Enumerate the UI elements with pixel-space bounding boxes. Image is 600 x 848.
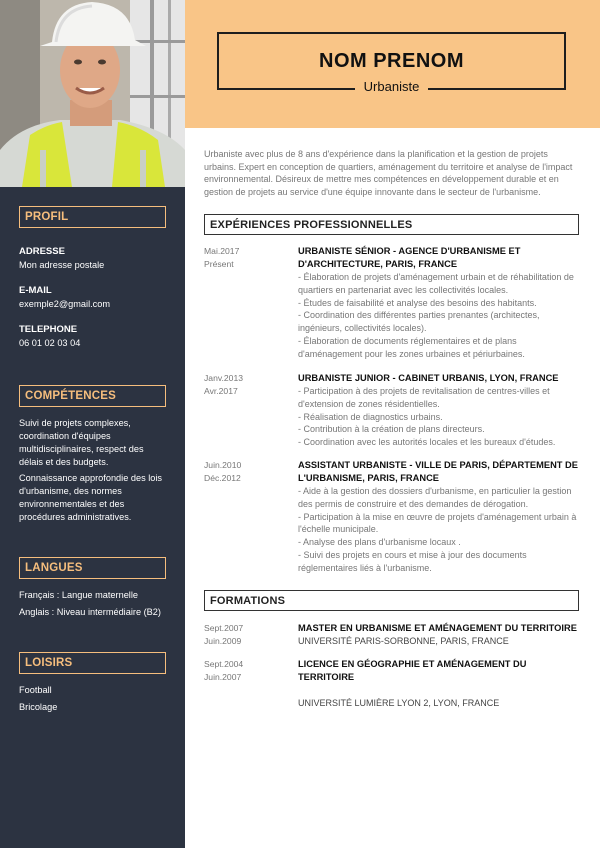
subtitle-wrap <box>217 78 566 96</box>
bullet: - Aide à la gestion des dossiers d'urbanisme, en particulier la gestion des permis de construire et des demandes de dérogation. <box>298 486 572 509</box>
competences-section <box>19 385 166 407</box>
formation-body <box>298 658 580 710</box>
address-label: ADRESSE <box>19 246 65 257</box>
profil-section <box>19 206 166 228</box>
bullet: - Coordination des différentes parties prenantes (architectes, ingénieurs, collectivités locales). <box>298 310 540 334</box>
subtitle-area <box>217 0 566 100</box>
formation-dates <box>204 658 284 684</box>
email-label: E-MAIL <box>19 285 52 296</box>
experience-dates <box>204 459 284 485</box>
profil-title: PROFIL <box>19 206 166 228</box>
email-value[interactable]: exemple2@gmail.com <box>19 299 111 309</box>
address-value: Mon adresse postale <box>19 260 105 270</box>
experience-body <box>298 372 580 449</box>
address-block <box>19 246 166 272</box>
start-date: Janv.2013 <box>204 373 244 383</box>
langue-item: Français : Langue maternelle <box>19 590 138 600</box>
end-date: Juin.2009 <box>204 636 242 646</box>
phone-value: 06 01 02 03 04 <box>19 338 81 348</box>
experience-title: URBANISTE SÉNIOR - AGENCE D'URBANISME ET D'ARCHITECTURE, PARIS, FRANCE <box>298 246 521 269</box>
formation-title: LICENCE EN GÉOGRAPHIE ET AMÉNAGEMENT DU TERRITOIRE <box>298 659 527 682</box>
profile-photo <box>0 0 185 187</box>
bullet: - Élaboration de documents réglementaires et de plans d'aménagement pour les zones urbaines et périurbaines. <box>298 335 525 359</box>
person-name: NOM PRENOM <box>319 50 464 72</box>
competences-list <box>19 417 166 524</box>
end-date: Avr.2017 <box>204 386 238 396</box>
end-date: Déc.2012 <box>204 473 241 483</box>
formation-dates <box>204 622 284 648</box>
job-title: Urbaniste <box>355 79 429 94</box>
end-date: Présent <box>204 259 234 269</box>
start-date: Sept.2007 <box>204 623 244 633</box>
formation-body <box>298 622 580 648</box>
start-date: Mai.2017 <box>204 246 240 256</box>
bullet: - Élaboration de projets d'aménagement urbain et de réhabilitation de quartiers en partenariat avec les collectivités locales. <box>298 272 574 295</box>
summary-text: Urbaniste avec plus de 8 ans d'expérience dans la planification et la gestion de projets urbains. Expert en conception de quartiers, aménagement du territoire et analyse de l'impact environnemental. Désireux de mettre mes compétences en développement durable et en gestion de projets au service d'une équipe innovante dans le secteur de l'urbanisme. <box>204 149 573 197</box>
experience-title: URBANISTE JUNIOR - CABINET URBANIS, LYON, FRANCE <box>298 373 559 383</box>
phone-block <box>19 324 166 350</box>
bullet: - Contribution à la création de plans directeurs. <box>298 424 485 435</box>
formation-school: UNIVERSITÉ PARIS-SORBONNE, PARIS, FRANCE <box>298 636 509 646</box>
start-date: Sept.2004 <box>204 659 244 669</box>
langues-section <box>19 557 166 579</box>
bullet: - Participation à la mise en œuvre de projets d'aménagement urbain à l'échelle municipale. <box>298 511 577 535</box>
formation-title: MASTER EN URBANISME ET AMÉNAGEMENT DU TERRITOIRE <box>298 623 577 633</box>
end-date: Juin.2007 <box>204 672 242 682</box>
experiences-title: EXPÉRIENCES PROFESSIONNELLES <box>204 214 579 235</box>
competences-title: COMPÉTENCES <box>19 385 166 407</box>
langues-list <box>19 589 166 619</box>
experience-dates <box>204 372 284 398</box>
loisirs-title: LOISIRS <box>19 652 166 674</box>
formations-title: FORMATIONS <box>204 590 579 611</box>
experience-dates <box>204 245 284 271</box>
bullet: - Participation à des projets de revitalisation de centres-villes et d'extension de zones résidentielles. <box>298 386 550 409</box>
formation-school: UNIVERSITÉ LUMIÈRE LYON 2, LYON, FRANCE <box>298 698 500 708</box>
langues-title: LANGUES <box>19 557 166 579</box>
bullet: - Coordination avec les autorités locales et les bureaux d'études. <box>298 437 556 448</box>
loisirs-section <box>19 652 166 674</box>
experience-title: ASSISTANT URBANISTE - VILLE DE PARIS, DÉPARTEMENT DE L'URBANISME, PARIS, FRANCE <box>298 460 578 483</box>
competence-item: Connaissance approfondie des lois d'urbanisme, des normes environnementales et des procédures administratives. <box>19 473 163 522</box>
bullet: - Suivi des projets en cours et mise à jour des documents réglementaires liés à l'urbanisme. <box>298 549 527 573</box>
bullet: - Analyse des plans d'urbanisme locaux . <box>298 537 461 548</box>
loisirs-list <box>19 684 166 714</box>
experience-body <box>298 459 580 575</box>
phone-label: TELEPHONE <box>19 324 78 335</box>
bullet: - Réalisation de diagnostics urbains. <box>298 411 443 422</box>
loisir-item: Bricolage <box>19 702 58 712</box>
competence-item: Suivi de projets complexes, coordination d'équipes multidisciplinaires, respect des délais et des budgets. <box>19 418 144 467</box>
bullet: - Études de faisabilité et analyse des besoins des habitants. <box>298 297 537 308</box>
email-block <box>19 285 166 311</box>
langue-item: Anglais : Niveau intermédiaire (B2) <box>19 607 161 617</box>
experience-body <box>298 245 580 361</box>
start-date: Juin.2010 <box>204 460 242 470</box>
loisir-item: Football <box>19 685 52 695</box>
